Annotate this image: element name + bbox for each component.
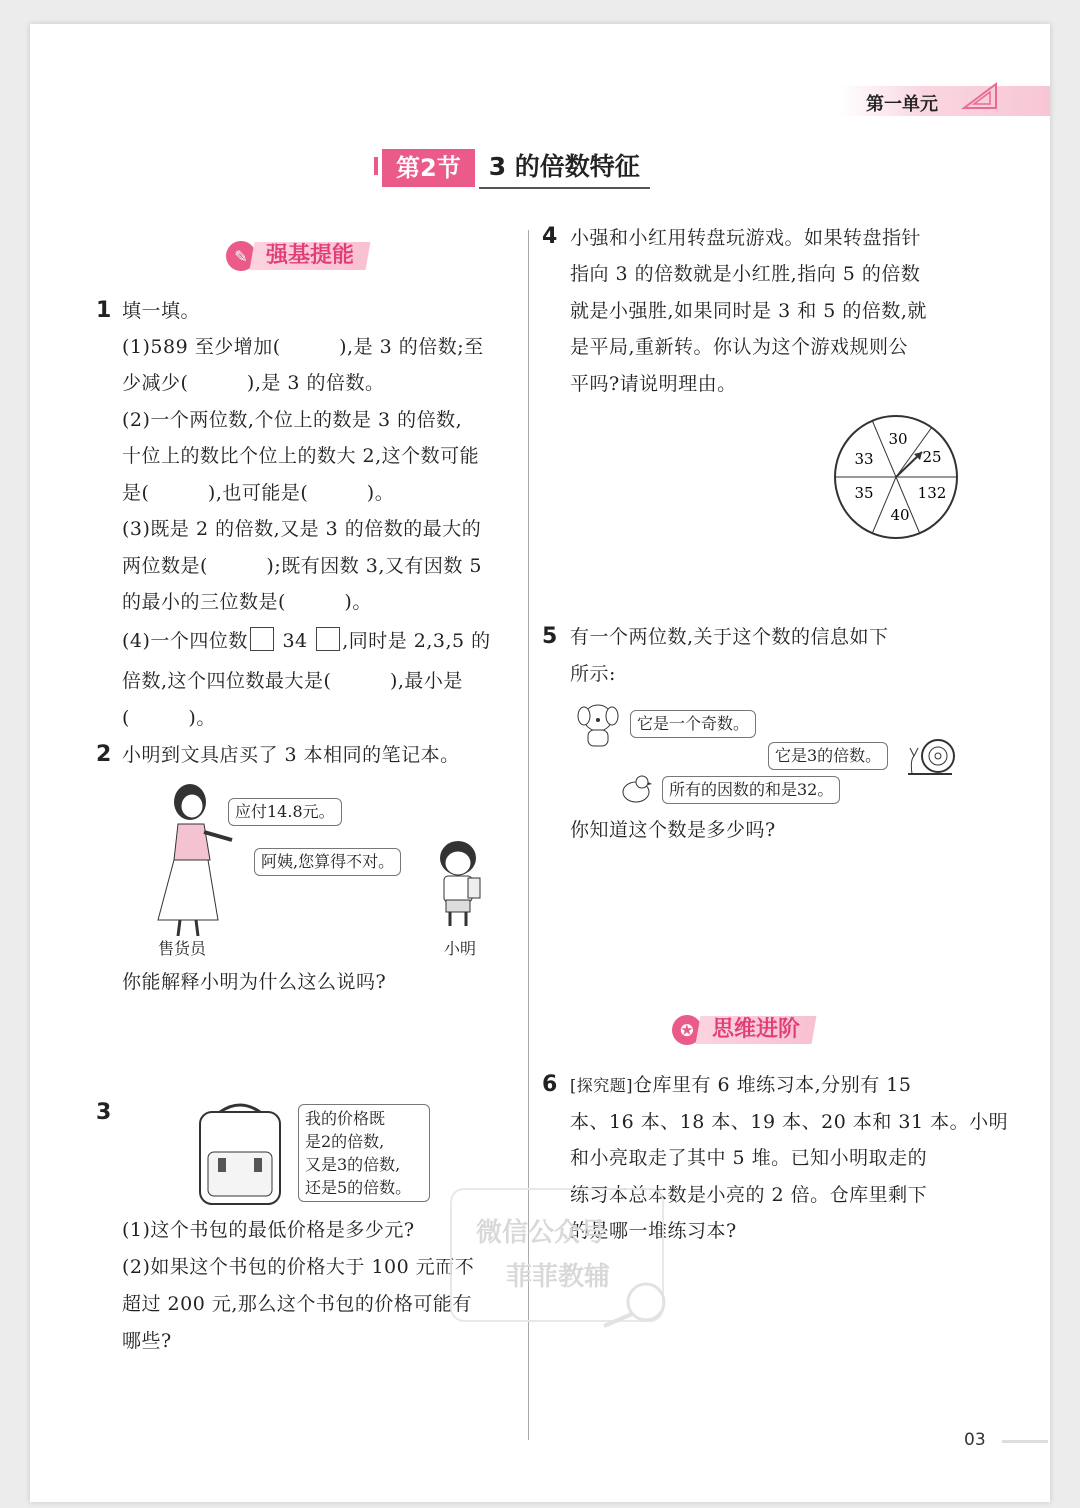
q1-line: 十位上的数比个位上的数大 2,这个数可能 xyxy=(122,445,480,467)
q4-line: 小强和小红用转盘玩游戏。如果转盘指针 xyxy=(570,227,922,249)
q1-number: 1 xyxy=(96,298,112,323)
q6-number: 6 xyxy=(542,1072,558,1097)
ruler-icon xyxy=(960,80,1000,112)
page xyxy=(30,24,1050,1502)
pencil-icon: ✎ xyxy=(226,241,256,271)
bubble-line: 又是3的倍数, xyxy=(305,1155,401,1174)
section-badge: 第2节 xyxy=(382,149,475,187)
digit-box[interactable] xyxy=(316,627,340,651)
q1-line: 是( ),也可能是( )。 xyxy=(122,482,395,504)
q1-line: ( )。 xyxy=(122,707,216,729)
wheel-label: 132 xyxy=(917,484,947,502)
unit-label: 第一单元 xyxy=(866,94,938,115)
magnifier-icon xyxy=(600,1280,670,1330)
wheel-label: 33 xyxy=(854,450,874,468)
q4-line: 指向 3 的倍数就是小红胜,指向 5 的倍数 xyxy=(570,263,921,285)
q3-line: 超过 200 元,那么这个书包的价格可能有 xyxy=(122,1293,472,1315)
speech-bubble: 应付14.8元。 xyxy=(228,798,342,826)
q3-line: 哪些? xyxy=(122,1330,172,1352)
bubble-line: 是2的倍数, xyxy=(305,1132,385,1151)
page-number-rule xyxy=(1002,1440,1048,1443)
medal-icon: ✪ xyxy=(672,1015,702,1045)
schoolbag-bubble xyxy=(298,1104,430,1202)
band-advanced-label: 思维进阶 xyxy=(712,1017,801,1042)
watermark-text: 微信公众号 xyxy=(476,1218,607,1248)
q4-number: 4 xyxy=(542,224,558,249)
q1-line: 少减少( ),是 3 的倍数。 xyxy=(122,372,385,394)
q2-number: 2 xyxy=(96,742,112,767)
spinner-wheel xyxy=(832,414,960,540)
bubble-line: 我的价格既 xyxy=(305,1109,386,1128)
bubble-line: 还是5的倍数。 xyxy=(305,1178,412,1197)
wheel-label: 25 xyxy=(922,448,942,466)
q1-line: (1)589 至少增加( ),是 3 的倍数;至 xyxy=(122,336,484,358)
q6-tag: [探究题] xyxy=(570,1076,633,1095)
info-bubble: 它是一个奇数。 xyxy=(630,710,756,738)
band-basic-label: 强基提能 xyxy=(266,243,355,268)
q3-number: 3 xyxy=(96,1100,112,1125)
q3-line: (1)这个书包的最低价格是多少元? xyxy=(122,1219,415,1241)
puppy-illustration xyxy=(574,700,620,750)
wheel-label: 30 xyxy=(888,430,908,448)
band-basic xyxy=(226,240,368,272)
q6-line: 的是哪一堆练习本? xyxy=(570,1220,737,1242)
q1-line: (2)一个两位数,个位上的数是 3 的倍数, xyxy=(122,409,463,431)
section-heading: 3 的倍数特征 xyxy=(479,147,650,189)
q6-line: 练习本总本数是小亮的 2 倍。仓库里剩下 xyxy=(570,1184,928,1206)
info-bubble: 它是3的倍数。 xyxy=(768,742,888,770)
q1-line: 两位数是( );既有因数 3,又有因数 5 xyxy=(122,555,483,577)
q6-line xyxy=(570,1067,911,1105)
q2-title: 小明到文具店买了 3 本相同的笔记本。 xyxy=(122,744,460,766)
wheel-label: 40 xyxy=(890,506,910,524)
speech-bubble: 阿姨,您算得不对。 xyxy=(254,848,401,876)
schoolbag-illustration xyxy=(192,1102,288,1206)
band-advanced xyxy=(672,1014,814,1046)
q4-line: 平吗?请说明理由。 xyxy=(570,373,737,395)
section-title xyxy=(382,148,650,188)
q1-line: (3)既是 2 的倍数,又是 3 的倍数的最大的 xyxy=(122,518,482,540)
q6-line: 本、16 本、18 本、19 本、20 本和 31 本。小明 xyxy=(570,1111,1009,1133)
q1-line: 的最小的三位数是( )。 xyxy=(122,591,372,613)
q1-text: ,同时是 2,3,5 的 xyxy=(342,630,491,652)
snail-illustration xyxy=(904,734,958,778)
caption-xiaoming: 小明 xyxy=(444,939,477,958)
q4-line: 是平局,重新转。你认为这个游戏规则公 xyxy=(570,336,909,358)
q4-line: 就是小强胜,如果同时是 3 和 5 的倍数,就 xyxy=(570,300,927,322)
q1-line: 倍数,这个四位数最大是( ),最小是 xyxy=(122,670,463,692)
q6-text: 仓库里有 6 堆练习本,分别有 15 xyxy=(633,1074,912,1096)
q1-text: 34 xyxy=(282,630,308,652)
q3-line: (2)如果这个书包的价格大于 100 元而不 xyxy=(122,1256,475,1278)
digit-box[interactable] xyxy=(250,627,274,651)
watermark-text: 菲菲教辅 xyxy=(506,1262,611,1292)
xiaoming-illustration xyxy=(428,838,488,930)
saleswoman-illustration xyxy=(148,780,238,940)
q1-line xyxy=(122,623,491,660)
chick-illustration xyxy=(618,772,654,806)
q5-number: 5 xyxy=(542,624,558,649)
q6-line: 和小亮取走了其中 5 堆。已知小明取走的 xyxy=(570,1147,928,1169)
q5-question: 你知道这个数是多少吗? xyxy=(570,819,776,841)
page-number: 03 xyxy=(964,1430,986,1450)
q2-question: 你能解释小明为什么这么说吗? xyxy=(122,971,387,993)
q5-line: 所示: xyxy=(570,663,616,685)
q5-line: 有一个两位数,关于这个数的信息如下 xyxy=(570,626,889,648)
info-bubble: 所有的因数的和是32。 xyxy=(662,776,840,804)
q1-title: 填一填。 xyxy=(122,300,201,322)
caption-saleswoman: 售货员 xyxy=(158,939,207,958)
q1-text: (4)一个四位数 xyxy=(122,630,248,652)
wheel-label: 35 xyxy=(854,484,874,502)
